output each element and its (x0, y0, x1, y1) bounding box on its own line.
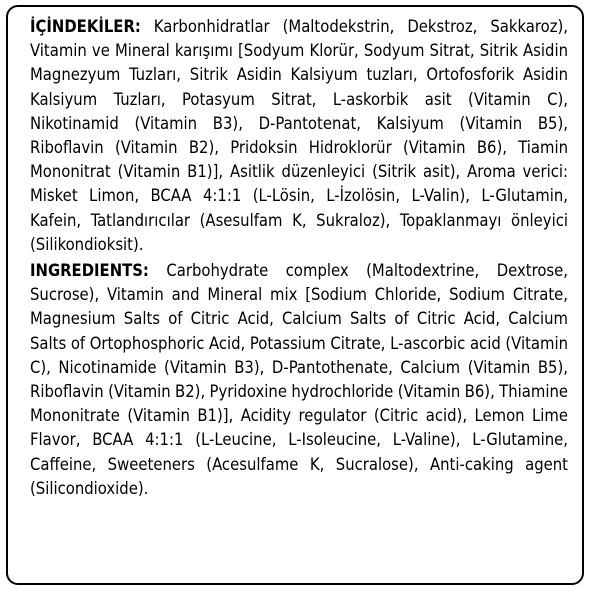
english-ingredients-heading: INGREDIENTS: (30, 261, 149, 281)
ingredients-label (6, 5, 584, 585)
turkish-ingredients-heading: İÇİNDEKİLER: (30, 17, 141, 36)
turkish-ingredients-section (30, 15, 568, 257)
turkish-ingredients-text: Karbonhidratlar (Maltodekstrin, Dekstroz, Sakkaroz), Vitamin ve Mineral karışımı [Sodyum Klorür, Sodyum Sitrat, Sitrik Asidin Magnezyum Tuzları, Sitrik Asidin Kalsiyum tuzları, Ortofosforik Asidin Kalsiyum Tuzları, Potasyum Sitrat, L-askorbik asit (Vitamin C), Nikotinamid (Vitamin B3), D-Pantotenat, Kalsiyum (Vitamin B5), Riboflavin (Vitamin B2), Pridoksin Hidroklorür (Vitamin B6), Tiamin Mononitrat (Vitamin B1)], Asitlik düzenleyici (Sitrik asit), Aroma verici: Misket Limon, BCAA 4:1:1 (L-Lösin, L-İzolösin, L-Valin), L-Glutamin, Kafein, Tatlandırıcılar (Asesulfam K, Sukraloz), Topaklanmayı önleyici (Silikondioksit). (30, 17, 568, 254)
english-ingredients-section (30, 259, 568, 501)
english-ingredients-text: Carbohydrate complex (Maltodextrine, Dextrose, Sucrose), Vitamin and Mineral mix [Sodium Chloride, Sodium Citrate, Magnesium Salts of Citric Acid, Calcium Salts of Citric Acid, Calcium Salts of Ortophosphoric Acid, Potassium Citrate, L-ascorbic acid (Vitamin C), Nicotinamide (Vitamin B3), D-Pantothenate, Calcium (Vitamin B5), Riboflavin (Vitamin B2), Pyridoxine hydrochloride (Vitamin B6), Thiamine Mononitrate (Vitamin B1)], Acidity regulator (Citric acid), Lemon Lime Flavor, BCAA 4:1:1 (L-Leucine, L-Isoleucine, L-Valine), L-Glutamine, Caffeine, Sweeteners (Acesulfame K, Sucralose), Anti-caking agent (Silicondioxide). (30, 261, 568, 498)
